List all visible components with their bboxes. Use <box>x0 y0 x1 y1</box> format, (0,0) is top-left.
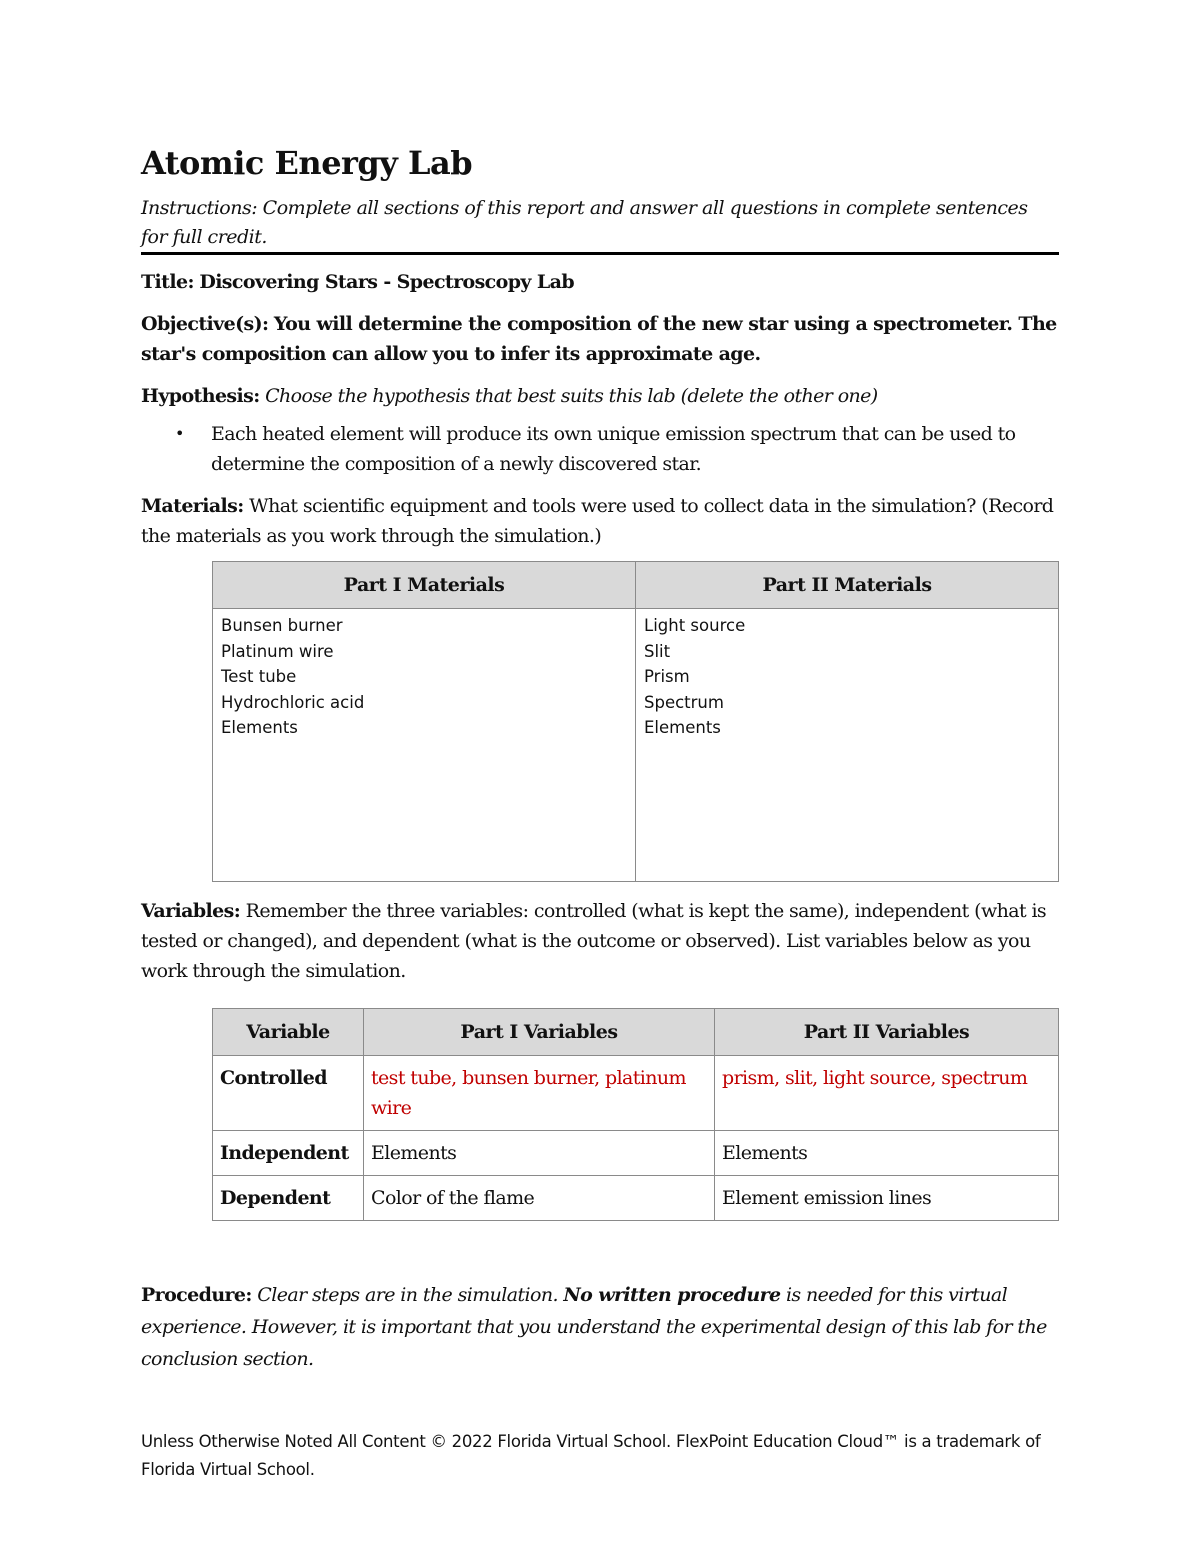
material-item: Test tube <box>221 667 297 686</box>
variables-table <box>212 1008 1059 1221</box>
document-page <box>141 140 1059 1375</box>
materials-table <box>212 561 1059 882</box>
hypothesis-answer <box>141 419 1059 479</box>
variable-name-cell: Dependent <box>213 1176 364 1221</box>
hypothesis-prompt: Choose the hypothesis that best suits this lab (delete the other one) <box>265 385 878 407</box>
table-row <box>213 1056 1059 1131</box>
material-item: Elements <box>221 718 298 737</box>
materials-prompt: What scientific equipment and tools were used to collect data in the simulation? (Record the materials as you work through the simulation.) <box>141 495 1054 547</box>
materials-part2-cell[interactable] <box>636 609 1059 882</box>
variables-header-variable: Variable <box>213 1009 364 1056</box>
report-title-value: Discovering Stars - Spectroscopy Lab <box>199 271 575 293</box>
materials-part1-cell[interactable] <box>213 609 636 882</box>
page-title: Atomic Energy Lab <box>141 144 473 182</box>
material-item: Platinum wire <box>221 641 334 661</box>
objective-text: You will determine the composition of the new star using a spectrometer. The star's composition can allow you to infer its approximate age. <box>141 313 1057 365</box>
materials-label: Materials: <box>141 495 244 517</box>
material-item: Light source <box>644 616 746 635</box>
variable-name-cell: Controlled <box>213 1056 364 1131</box>
variable-part2-cell[interactable]: Element emission lines <box>715 1176 1059 1221</box>
procedure-section <box>141 1279 1059 1375</box>
materials-header-part1: Part I Materials <box>213 562 636 609</box>
variable-part2-cell[interactable]: Elements <box>715 1131 1059 1176</box>
report-title-label: Title: <box>141 271 194 293</box>
variables-prompt: Remember the three variables: controlled (what is kept the same), independent (what is tested or changed), and dependent (what is the outcome or observed). List variables below as you work through the simulation. <box>141 900 1047 982</box>
footer-copyright: Unless Otherwise Noted All Content © 2022 Florida Virtual School. FlexPoint Education Cloud™ is a trademark of Florida Virtual School. <box>141 1432 1041 1479</box>
variable-part1-cell[interactable]: test tube, bunsen burner, platinum wire <box>364 1056 715 1131</box>
table-row <box>213 1176 1059 1221</box>
variable-part2-cell[interactable]: prism, slit, light source, spectrum <box>715 1056 1059 1131</box>
variables-header-part2: Part II Variables <box>715 1009 1059 1056</box>
variables-section <box>141 896 1059 986</box>
material-item: Prism <box>644 667 690 686</box>
procedure-text-b: is needed for this virtual experience. However, it is important that you understand the experimental design of this lab for the conclusion section. <box>141 1284 1047 1370</box>
hypothesis-section <box>141 381 1059 411</box>
hypothesis-answer-text: Each heated element will produce its own unique emission spectrum that can be used to determine the composition of a newly discovered star. <box>211 423 1016 475</box>
material-item: Elements <box>644 718 721 737</box>
variable-part1-cell[interactable]: Elements <box>364 1131 715 1176</box>
material-item: Hydrochloric acid <box>221 692 365 712</box>
materials-header-part2: Part II Materials <box>636 562 1059 609</box>
procedure-text-a: Clear steps are in the simulation. <box>257 1284 558 1306</box>
report-title-line <box>141 267 1059 297</box>
material-item: Slit <box>644 641 671 661</box>
procedure-label: Procedure: <box>141 1284 252 1306</box>
instructions-text: Instructions: Complete all sections of this report and answer all questions in complete sentences for full credit. <box>141 194 1059 255</box>
variable-name-cell: Independent <box>213 1131 364 1176</box>
table-row <box>213 1131 1059 1176</box>
material-item: Spectrum <box>644 692 724 712</box>
materials-section <box>141 491 1059 551</box>
hypothesis-label: Hypothesis: <box>141 385 260 407</box>
variable-part1-cell[interactable]: Color of the flame <box>364 1176 715 1221</box>
objective-label: Objective(s): <box>141 313 269 335</box>
variables-label: Variables: <box>141 900 241 922</box>
bullet-icon: • <box>175 424 185 443</box>
procedure-emphasis: No written procedure <box>563 1284 781 1306</box>
objective-section <box>141 309 1059 369</box>
material-item: Bunsen burner <box>221 616 343 635</box>
variables-header-part1: Part I Variables <box>364 1009 715 1056</box>
